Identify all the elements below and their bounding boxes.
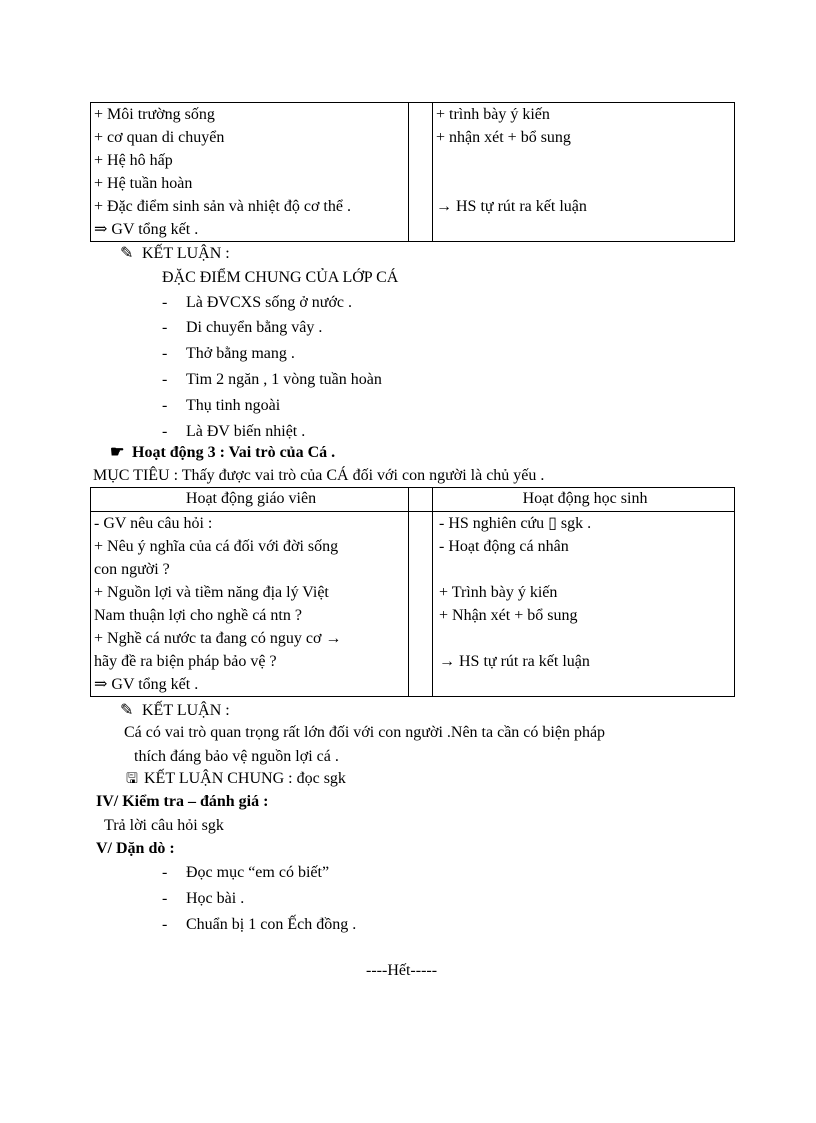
list-item: Nam thuận lợi cho nghề cá ntn ? [94, 607, 302, 624]
conclusion-text: thích đáng bảo vệ nguồn lợi cá . [134, 748, 339, 765]
list-item: ⇒ GV tổng kết . [94, 676, 199, 693]
section-4-title: IV/ Kiểm tra – đánh giá : [96, 793, 269, 810]
conclusion-label: ✎ KẾT LUẬN : [120, 700, 230, 722]
student-activity-cell [433, 512, 735, 697]
list-item: + trình bày ý kiến [436, 106, 550, 123]
list-item: + Hệ hô hấp [94, 152, 173, 169]
list-item: + Nghề cá nước ta đang có nguy cơ → [94, 630, 342, 647]
floppy-disk-icon: 🖫 [126, 771, 138, 787]
list-item: - HS nghiên cứu ▯ sgk . [439, 515, 592, 532]
conclusion-text: Cá có vai trò quan trọng rất lớn đối với con người .Nên ta cần có biện pháp [124, 724, 606, 741]
objective-text: MỤC TIÊU : Thấy được vai trò của CÁ đối với con người là chủ yếu . [93, 467, 545, 484]
list-item: hãy đề ra biện pháp bảo vệ ? [94, 653, 277, 670]
list-item: → HS tự rút ra kết luận [436, 198, 587, 215]
column-header-teacher: Hoạt động giáo viên [91, 488, 409, 512]
end-marker: ----Hết----- [366, 962, 438, 979]
list-item: - Là ĐVCXS sống ở nước . [162, 294, 353, 311]
list-item: - Đọc mục “em có biết” [162, 864, 330, 881]
general-conclusion: 🖫 KẾT LUẬN CHUNG : đọc sgk [126, 768, 346, 790]
list-item: - Di chuyển bằng vây . [162, 319, 323, 336]
teacher-activity-cell [91, 512, 409, 697]
activity-table-2 [90, 487, 735, 697]
list-item: - Là ĐV biến nhiệt . [162, 423, 306, 440]
list-item: + Hệ tuần hoàn [94, 175, 193, 192]
list-item: + cơ quan di chuyển [94, 129, 225, 146]
list-item: - Chuẩn bị 1 con Ếch đồng . [162, 916, 357, 933]
list-item: con người ? [94, 561, 170, 578]
list-item: + Đặc điểm sinh sản và nhiệt độ cơ thể . [94, 198, 351, 215]
pointing-hand-icon: ✎ [120, 702, 134, 719]
list-item: → HS tự rút ra kết luận [439, 653, 590, 670]
teacher-activity-cell [91, 103, 409, 242]
list-item: - Tim 2 ngăn , 1 vòng tuần hoàn [162, 371, 382, 388]
student-activity-cell [433, 103, 735, 242]
column-header-student: Hoạt động học sinh [433, 488, 735, 512]
list-item: + Môi trường sống [94, 106, 215, 123]
pointing-hand-icon: ✎ [120, 245, 134, 262]
list-item: - Hoạt động cá nhân [439, 538, 569, 555]
spacer-cell [409, 512, 433, 697]
list-item: - Thở bằng mang . [162, 345, 295, 362]
list-item: ⇒ GV tổng kết . [94, 221, 199, 238]
list-item: - Học bài . [162, 890, 245, 907]
activity-table-1 [90, 102, 735, 242]
section-5-title: V/ Dặn dò : [96, 840, 175, 857]
list-item: + Trình bày ý kiến [439, 584, 558, 601]
conclusion-label: ✎ KẾT LUẬN : [120, 243, 230, 265]
list-item: - Thụ tinh ngoài [162, 397, 281, 414]
list-item: + nhận xét + bổ sung [436, 129, 571, 146]
section-4-text: Trả lời câu hỏi sgk [104, 817, 224, 834]
list-item: + Nêu ý nghĩa của cá đối với đời sống [94, 538, 339, 555]
hand-pointer-icon: ☛ [110, 444, 125, 461]
list-item: + Nhận xét + bổ sung [439, 607, 578, 624]
conclusion-heading: ĐẶC ĐIỂM CHUNG CỦA LỚP CÁ [162, 269, 399, 286]
spacer-cell [409, 103, 433, 242]
list-item: + Nguồn lợi và tiềm năng địa lý Việt [94, 584, 329, 601]
spacer-cell [409, 488, 433, 512]
list-item: - GV nêu câu hỏi : [94, 515, 213, 532]
activity-3-title: ☛ Hoạt động 3 : Vai trò của Cá . [110, 442, 335, 464]
